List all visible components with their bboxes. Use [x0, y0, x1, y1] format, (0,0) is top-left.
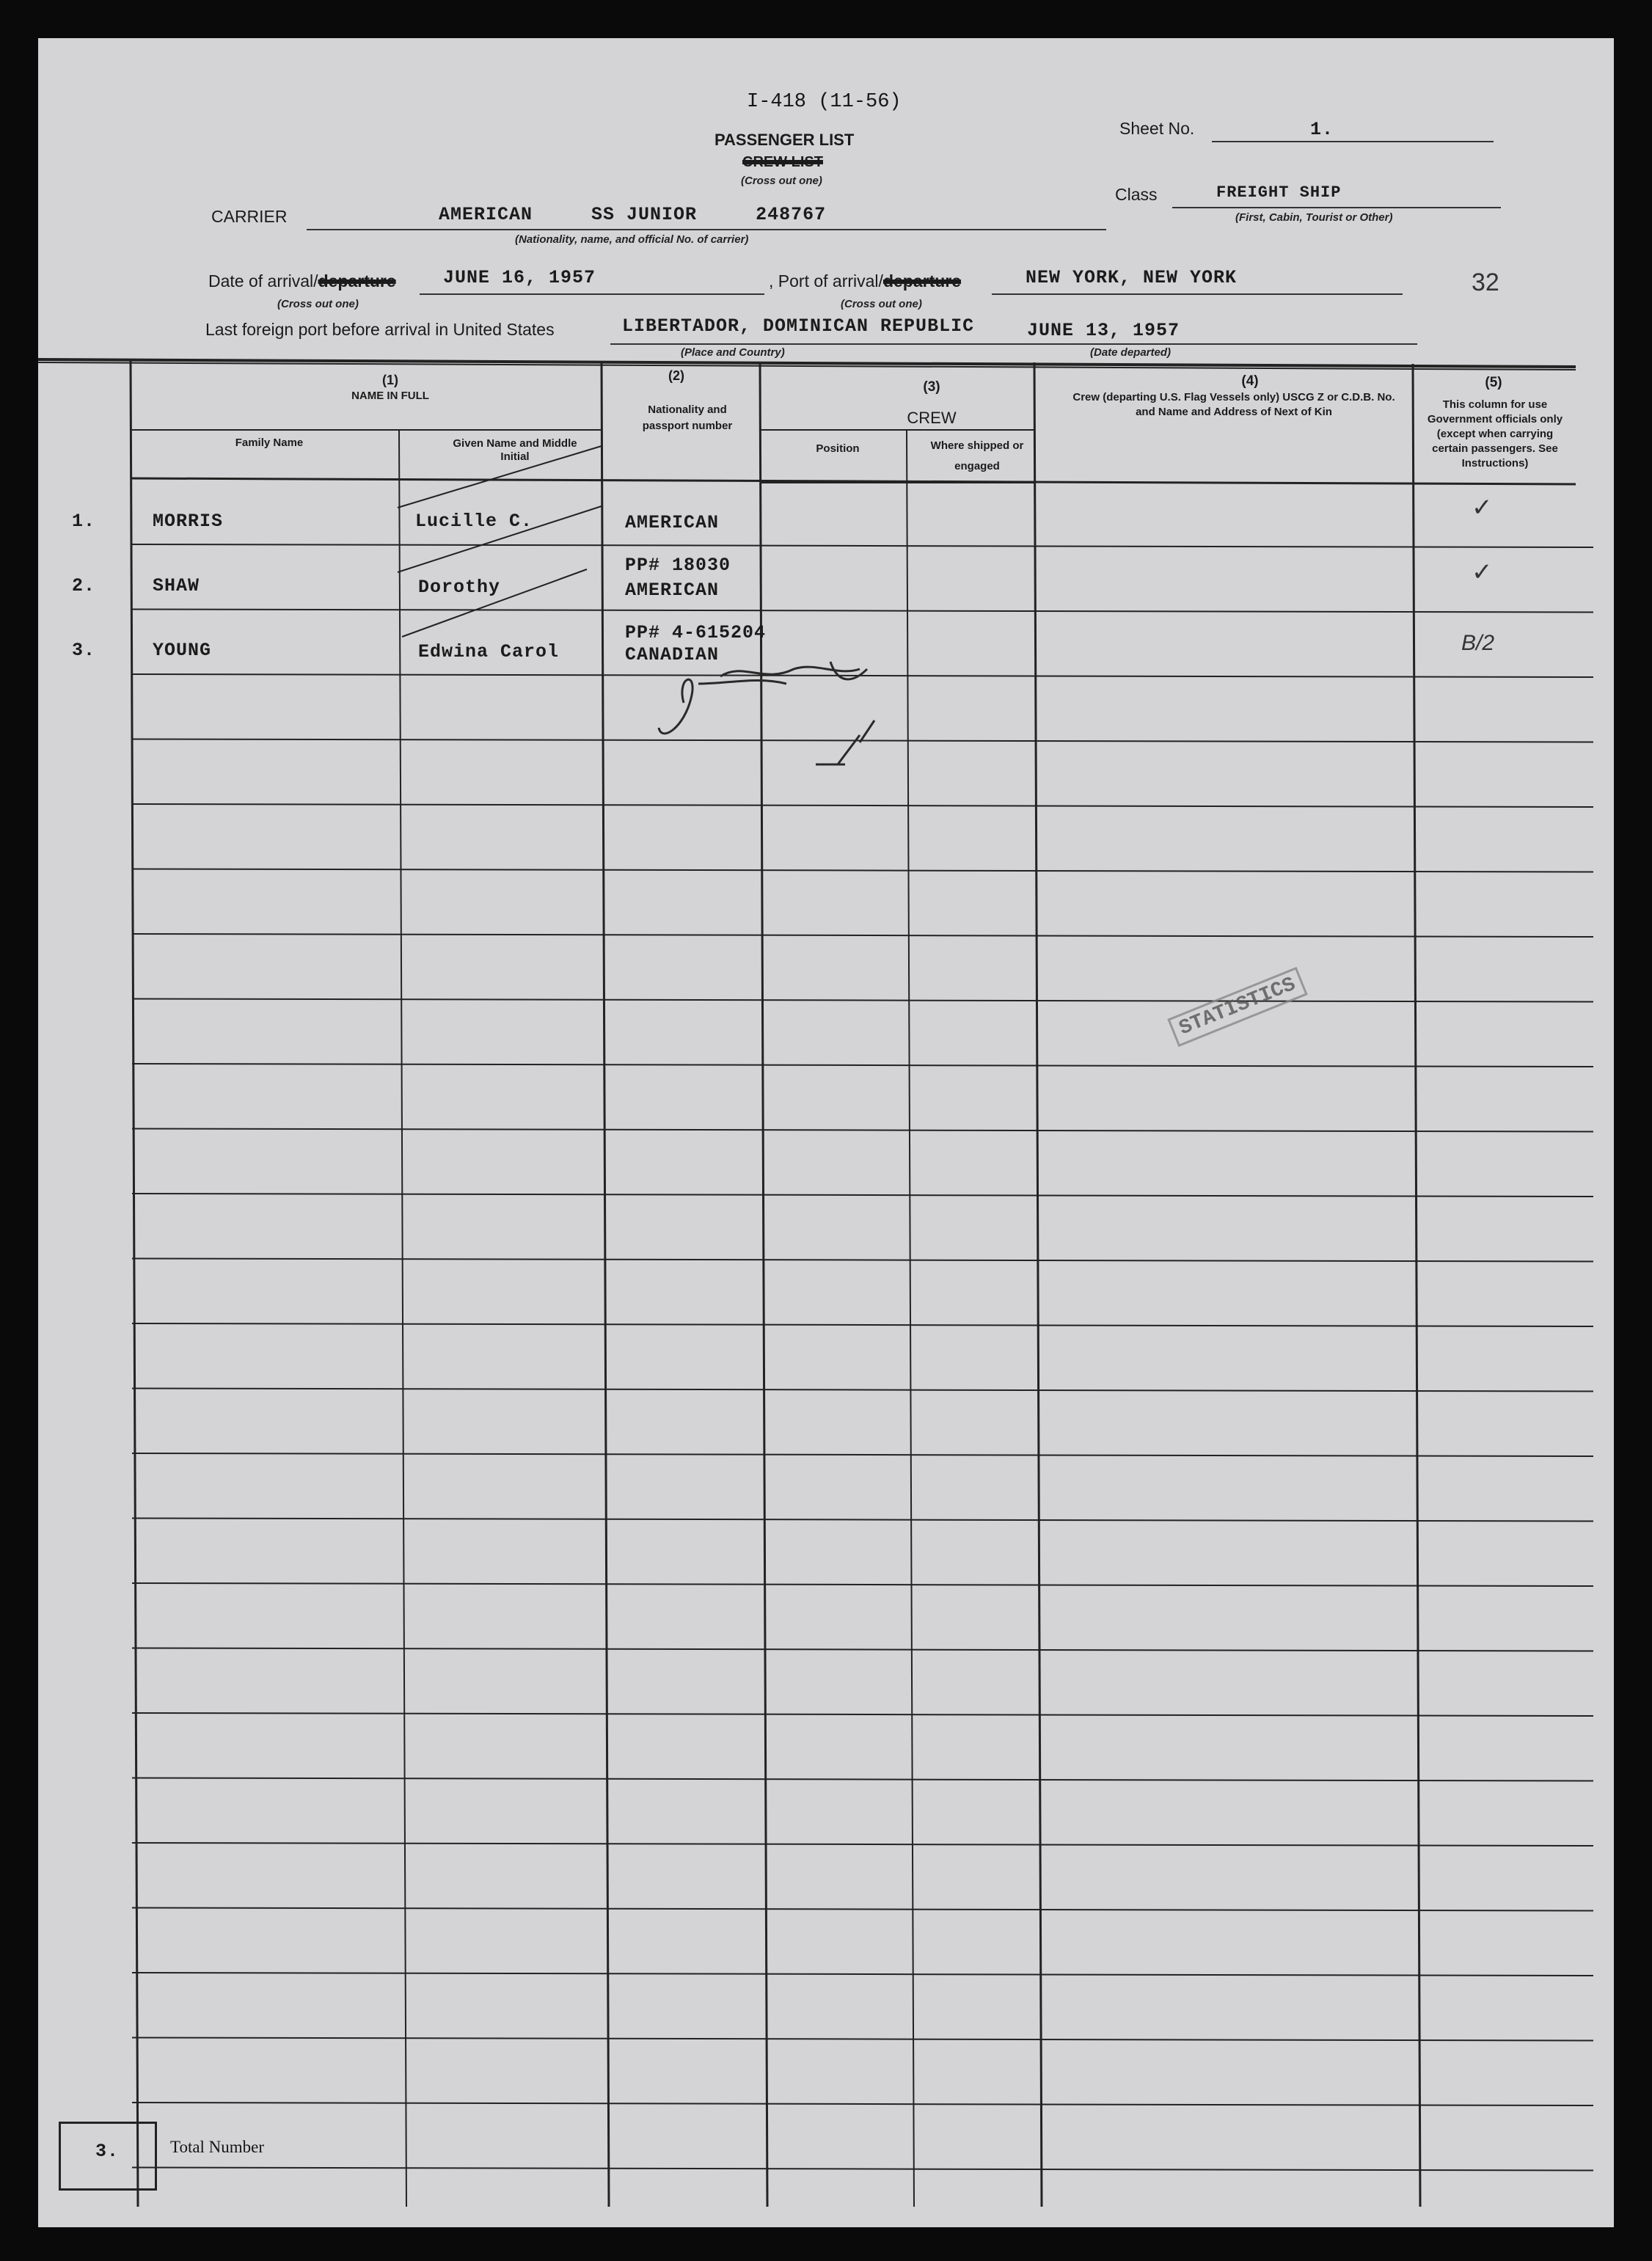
- cross-out-note: (Cross out one): [741, 175, 822, 187]
- nationality-cell: AMERICAN: [625, 512, 720, 533]
- nationality-cell: CANADIAN: [625, 644, 720, 665]
- table-row-line: [132, 934, 1593, 937]
- page-number: 32: [1472, 269, 1499, 296]
- col5-title: This column for use Government officials only (except when carrying certain passengers. See Instructions): [1427, 398, 1563, 470]
- date-arrival-label: Date of arrival/departure: [208, 271, 396, 291]
- table-row-line: [132, 1519, 1593, 1522]
- col1-number: (1): [382, 373, 398, 387]
- total-number-label: Total Number: [170, 2138, 265, 2156]
- carrier-label: CARRIER: [211, 207, 288, 226]
- last-port-label: Last foreign port before arrival in United States: [205, 320, 555, 339]
- class-note: (First, Cabin, Tourist or Other): [1235, 211, 1393, 224]
- table-row-line: [132, 674, 1593, 677]
- table-row-line: [132, 1973, 1593, 1976]
- nationality-cell: AMERICAN: [625, 580, 720, 601]
- family-name-cell: SHAW: [153, 575, 200, 596]
- where-shipped-header: Where shipped or engaged: [930, 439, 1024, 472]
- form-title: PASSENGER LIST: [714, 131, 855, 149]
- date-arrival-value: JUNE 16, 1957: [443, 267, 596, 288]
- given-name-cell: Edwina Carol: [418, 641, 560, 662]
- form-number: I-418 (11-56): [747, 91, 902, 113]
- port-cross-out-note: (Cross out one): [841, 298, 922, 310]
- given-name-cell: Lucille C.: [415, 511, 533, 532]
- statistics-stamp: STATISTICS: [1167, 967, 1308, 1047]
- table-row-line: [132, 804, 1593, 807]
- col3-number: (3): [923, 379, 940, 395]
- table-row-line: [132, 999, 1593, 1002]
- passport-cell: PP# 18030: [625, 555, 731, 576]
- table-row-line: [132, 1583, 1593, 1586]
- family-name-header: Family Name: [235, 437, 304, 449]
- official-check-mark: ✓: [1472, 494, 1493, 522]
- date-cross-out-note: (Cross out one): [277, 298, 359, 310]
- carrier-value: AMERICAN SS JUNIOR 248767: [439, 204, 827, 225]
- sheet-label: Sheet No.: [1119, 119, 1195, 138]
- table-row-line: [132, 1259, 1593, 1262]
- row-number: 3.: [72, 640, 96, 661]
- table-row-line: [132, 1453, 1593, 1456]
- date-departed-value: JUNE 13, 1957: [1027, 320, 1180, 341]
- date-departed-note: (Date departed): [1090, 346, 1172, 359]
- passenger-list-form: [38, 38, 1614, 2227]
- table-row-line: [132, 869, 1593, 872]
- table-row-line: [132, 2103, 1593, 2105]
- col4-number: (4): [1241, 373, 1259, 389]
- table-row-line: [132, 1908, 1593, 1911]
- table-row-line: [132, 2038, 1593, 2041]
- table-row-line: [132, 1648, 1593, 1651]
- col2-title: Nationality and passport number: [642, 403, 733, 432]
- given-name-cell: Dorothy: [418, 577, 501, 598]
- signature-scribble: [659, 662, 874, 764]
- table-row-line: [132, 2168, 1593, 2171]
- table-row-line: [132, 1713, 1593, 1716]
- port-arrival-value: NEW YORK, NEW YORK: [1026, 267, 1238, 288]
- table-row-line: [132, 544, 1593, 547]
- given-name-header: Given Name and Middle Initial: [453, 437, 577, 463]
- row-number: 1.: [72, 511, 96, 532]
- family-name-cell: YOUNG: [153, 640, 212, 661]
- last-port-value: LIBERTADOR, DOMINICAN REPUBLIC: [622, 315, 975, 337]
- sheet-value: 1.: [1310, 119, 1334, 140]
- carrier-note: (Nationality, name, and official No. of carrier): [515, 233, 749, 246]
- table-row-line: [132, 610, 1593, 613]
- table-row-line: [132, 1843, 1593, 1846]
- col2-number: (2): [668, 368, 684, 383]
- position-header: Position: [816, 442, 860, 455]
- port-arrival-label: , Port of arrival/departure: [769, 271, 962, 291]
- table-grid: [38, 38, 1614, 2227]
- table-row-line: [132, 1323, 1593, 1326]
- official-check-mark: ✓: [1472, 558, 1493, 586]
- table-row-line: [132, 1129, 1593, 1132]
- crossed-out-crew-list: CREW LIST: [742, 154, 823, 170]
- passport-cell: PP# 4-615204: [625, 622, 767, 643]
- row-number: 2.: [72, 575, 96, 596]
- family-name-cell: MORRIS: [153, 511, 224, 532]
- last-port-note: (Place and Country): [681, 346, 785, 359]
- table-row-line: [132, 1389, 1593, 1392]
- col1-title: NAME IN FULL: [351, 390, 429, 402]
- table-row-line: [132, 1194, 1593, 1197]
- table-row-line: [132, 1064, 1593, 1067]
- col3-title: CREW: [907, 409, 957, 427]
- total-number-value: 3.: [95, 2141, 120, 2162]
- col4-title: Crew (departing U.S. Flag Vessels only) USCG Z or C.D.B. No. and Name and Address of Next of Kin: [1072, 391, 1395, 418]
- table-row-line: [132, 1778, 1593, 1781]
- class-value: FREIGHT SHIP: [1216, 183, 1342, 202]
- class-label: Class: [1115, 185, 1158, 204]
- col5-number: (5): [1485, 375, 1502, 390]
- official-mark: B/2: [1461, 631, 1495, 655]
